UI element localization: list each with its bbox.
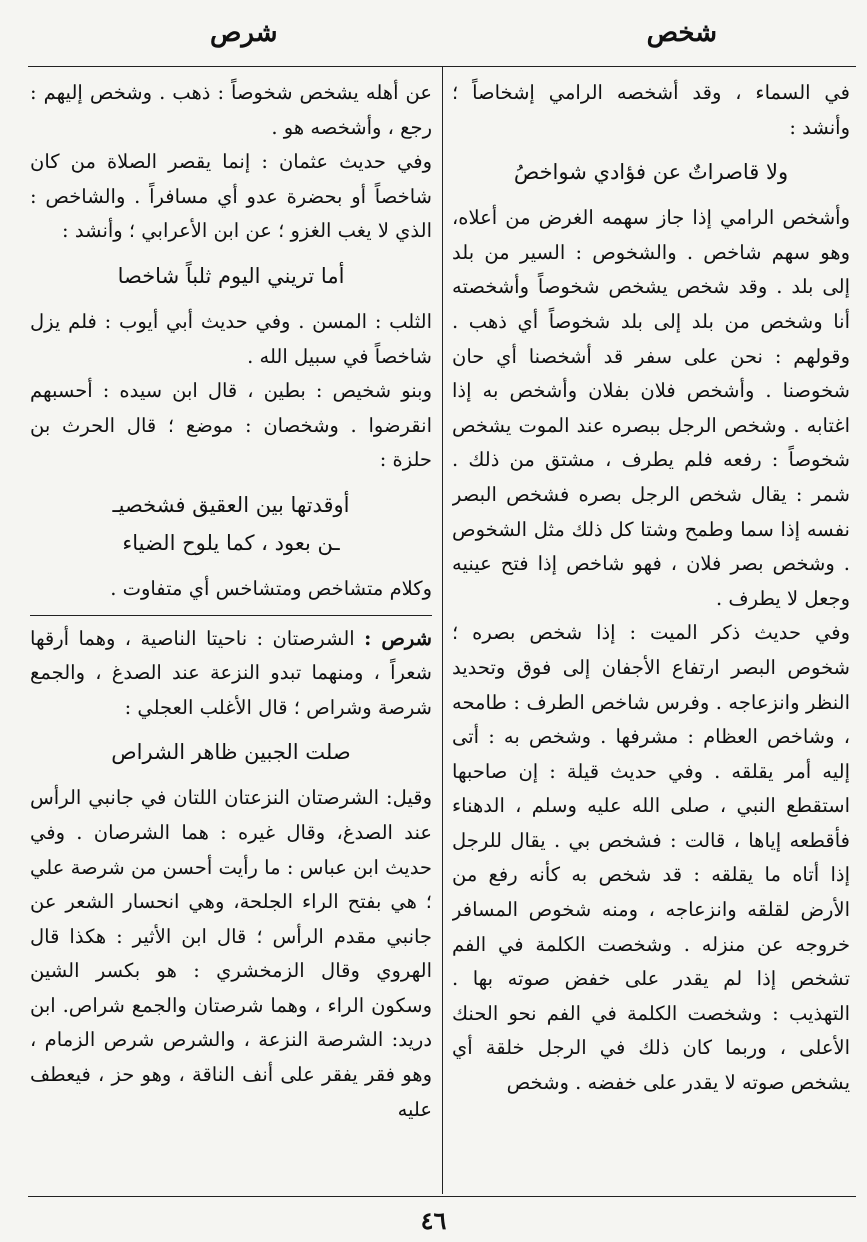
verse-line: أوقدتها بين العقيق فشخصيـ [112,492,350,517]
paragraph: عن أهله يشخص شخوصاً : ذهب . وشخص إليهم : رجع ، وأشخصه هو . [30,81,432,139]
verse-line: ـن بعود ، كما يلوح الضياء [122,530,340,555]
left-column [30,76,432,1192]
entry-separator [30,615,432,616]
paragraph: في السماء ، وقد أشخصه الرامي إشخاصاً ؛ وأنشد : [452,81,850,139]
page-number: ٤٦ [420,1206,447,1235]
right-column [452,76,850,1192]
header-entry-right: شخص [646,18,717,48]
paragraph: وكلام متشاخص ومتشاخس أي متفاوت . [110,576,432,600]
paragraph: وبنو شخيص : بطين ، قال ابن سيده : أحسبهم انقرضوا . وشخصان : موضع ؛ قال الحرث بن حلزة : [30,379,432,472]
header-entry-left: شرص [210,18,278,48]
paragraph: وأشخص الرامي إذا جاز سهمه الغرض من أعلاه، وهو سهم شاخص . والشخوص : السير من بلد إلى بلد . وقد شخص يشخص شخوصاً وأشخصته أنا وشخص من بلد إلى بلد شخوصاً أي ذهب . وقولهم : نحن على سفر قد أشخصنا أي حان شخوصنا . وأشخص فلان بفلان وأشخص به إذا اغتابه . وشخص الرجل ببصره عند الموت يشخص شخوصاً : رفعه فلم يطرف ، مشتق من ذلك . شمر : يقال شخص الرجل بصره فشخص البصر نفسه إذا سما وطمح وشتا كل ذلك مثل الشخوص . وشخص بصر فلان ، فهو شاخص إذا فتح عينيه وجعل لا يطرف . [452,206,850,610]
verse-line: أما تريني اليوم ثلباً شاخصا [117,263,345,288]
paragraph: الثلب : المسن . وفي حديث أبي أيوب : فلم يزل شاخصاً في سبيل الله . [30,309,432,368]
bottom-rule [28,1196,856,1197]
entry-paragraph [30,622,432,726]
page-header [0,18,867,58]
verse-line: ولا قاصراتٌ عن فؤادي شواخصُ [513,160,789,185]
paragraph: وفي حديث عثمان : إنما يقصر الصلاة من كان شاخصاً أو بحضرة عدو أي مسافراً . والشاخص : الذي لا يغب الغزو ؛ عن ابن الأعرابي ؛ وأنشد : [30,150,432,243]
entry-keyword: شرص : [364,626,432,650]
verse-line: صلت الجبين ظاهر الشراص [111,740,351,765]
column-divider [442,66,443,1194]
paragraph: وفي حديث ذكر الميت : إذا شخص بصره ؛ شخوص البصر ارتفاع الأجفان إلى فوق وتحديد النظر وانزعاجه . وفرس شاخص الطرف : طامحه ، وشاخص العظام : مشرفها . وشخص به : أتى إليه أمر يقلقه . وفي حديث قيلة : إن صاحبها استقطع النبي ، صلى الله عليه وسلم ، الدهناء فأقطعه إياها ، قالت : فشخص بي . يقال للرجل إذا أتاه ما يقلقه : قد شخص به كأنه رفع من الأرض لقلقه وانزعاجه ، ومنه شخوص المسافر خروجه عن منزله . وشخصت الكلمة في الفم تشخص إذا لم يقدر على خفض صوته بها . التهذيب : وشخصت الكلمة في الفم نحو الحنك الأعلى ، وربما كان ذلك في الرجل خلقة أي يشخص صوته لا يقدر على خفضه . وشخص [452,621,850,1095]
paragraph: وقيل: الشرصتان النزعتان اللتان في جانبي الرأس عند الصدغ، وقال غيره : هما الشرصان . وفي حديث ابن عباس : ما رأيت أحسن من شرصة علي ؛ هي بفتح الراء الجلحة، وهي انحسار الشعر عن جانبي مقدم الرأس ؛ قال ابن الأثير : هكذا قال الهروي وقال الزمخشري : هو بكسر الشين وسكون الراء ، وهما شرصتان والجمع شراص. ابن دريد: الشرصة النزعة ، والشرص شرص الزمام ، وهو فقر يفقر على أنف الناقة ، وهو حز ، فيعطف عليه [30,786,432,1121]
entry-text: الشرصتان : ناحيتا الناصية ، وهما أرقها شعراً ، ومنهما تبدو النزعة عند الصدغ ، والجمع شرصة وشراص ؛ قال الأغلب العجلي : [30,626,432,719]
